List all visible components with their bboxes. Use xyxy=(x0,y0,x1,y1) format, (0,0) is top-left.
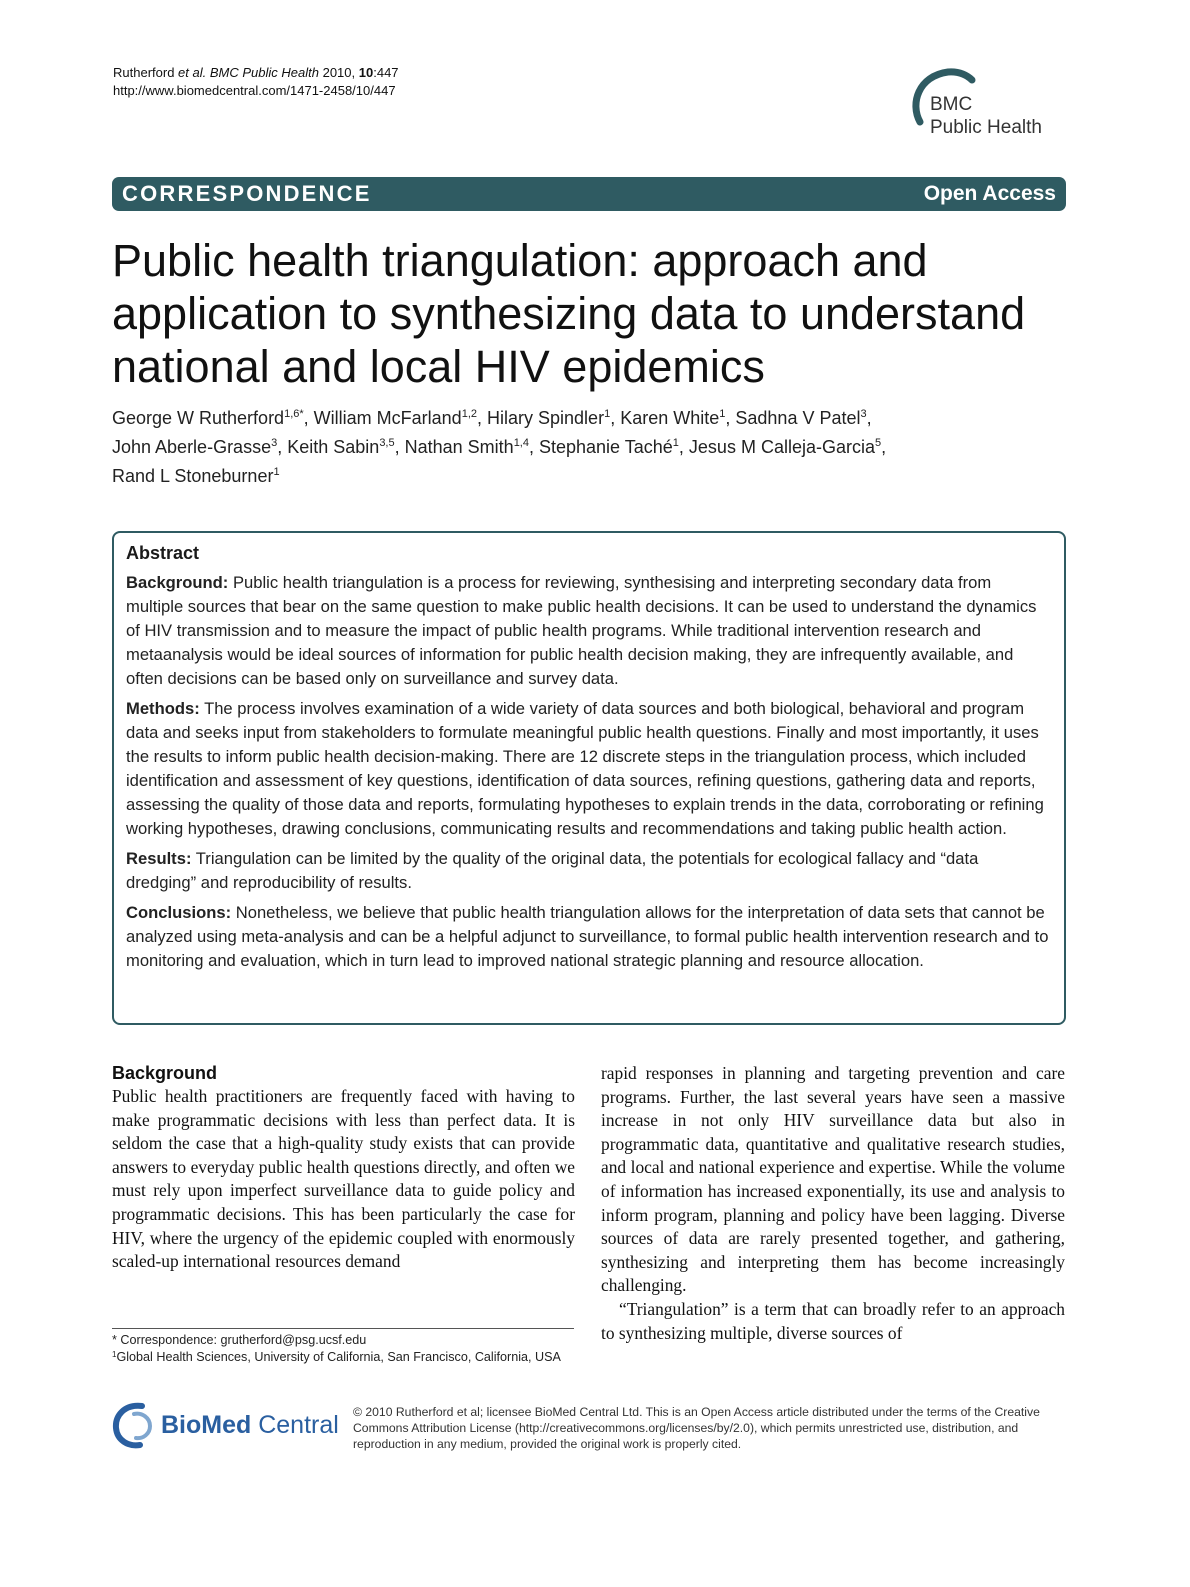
journal-logo-line1: BMC xyxy=(930,94,973,115)
author-name: William McFarland xyxy=(313,408,462,428)
publisher-name-rest: Central xyxy=(251,1411,339,1439)
author-name: Stephanie Taché xyxy=(539,437,673,457)
journal-logo-line2: Public Health xyxy=(930,117,1042,138)
body-left-column xyxy=(112,1061,575,1274)
body-paragraph: Public health practitioners are frequently faced with having to make programmatic decisions with less than perfect data. It is seldom the case that a high-quality study exists that can provide answers to everyday public health questions directly, and often we must rely upon imperfect surveillance data to guide policy and programmatic decisions. This has been particularly the case for HIV, where the urgency of the epidemic coupled with enormously scaled-up international resources demand xyxy=(112,1086,575,1272)
abstract-section-text: Triangulation can be limited by the quality of the original data, the potentials for ecological fallacy and “data dredging” and reproducibility of results. xyxy=(126,849,979,892)
abstract-section-label: Results: xyxy=(126,849,192,868)
footnotes xyxy=(112,1332,575,1366)
publisher-logo xyxy=(112,1400,342,1452)
abstract-heading: Abstract xyxy=(126,543,200,563)
author-affiliation: 1 xyxy=(719,408,726,420)
author-affiliation: 1 xyxy=(273,466,280,478)
author-affiliation: 1,4 xyxy=(513,437,529,449)
journal-logo xyxy=(908,68,1078,144)
body-paragraph: “Triangulation” is a term that can broadly refer to an approach to synthesizing multiple, diverse sources of xyxy=(601,1298,1065,1343)
footnote-divider xyxy=(112,1328,574,1329)
citation-journal: BMC Public Health xyxy=(209,65,319,80)
author-affiliation: 1 xyxy=(604,408,611,420)
affiliation-text: Global Health Sciences, University of California, San Francisco, California, USA xyxy=(116,1350,561,1364)
citation-volume: 10 xyxy=(358,65,374,80)
author-affiliation: 1,6* xyxy=(284,408,304,420)
citation-etal: et al. xyxy=(178,65,207,80)
author-affiliation: 5 xyxy=(874,437,882,449)
title-line: national and local HIV epidemics xyxy=(112,341,765,392)
title-line: Public health triangulation: approach and xyxy=(112,235,928,286)
citation-authors: Rutherford xyxy=(113,65,175,80)
author-name: Rand L Stoneburner xyxy=(112,466,274,486)
abstract-background xyxy=(126,571,1052,691)
correspondence-footnote: * Correspondence: grutherford@psg.ucsf.edu xyxy=(112,1333,367,1347)
publisher-name xyxy=(161,1410,339,1440)
title-line: application to synthesizing data to understand xyxy=(112,288,1026,339)
abstract-section-label: Background: xyxy=(126,573,229,592)
open-access-label: Open Access xyxy=(923,182,1056,205)
affiliation-mark: 1 xyxy=(112,1350,117,1359)
publisher-name-bold: BioMed xyxy=(161,1411,252,1439)
author-name: Keith Sabin xyxy=(287,437,380,457)
author-affiliation: 1,2 xyxy=(461,408,477,420)
abstract-results xyxy=(126,847,1052,895)
author-name: Jesus M Calleja-Garcia xyxy=(688,437,875,457)
article-type-banner xyxy=(112,177,1066,211)
abstract-section-label: Conclusions: xyxy=(126,903,232,922)
publisher-logo-mark-icon xyxy=(112,1400,158,1450)
article-category: CORRESPONDENCE xyxy=(122,181,372,206)
citation-page: :447 xyxy=(373,65,399,80)
body-right-column xyxy=(601,1062,1065,1345)
citation-year: 2010, xyxy=(322,65,356,80)
abstract-methods xyxy=(126,697,1052,841)
author-name: Hilary Spindler xyxy=(487,408,605,428)
author-name: Nathan Smith xyxy=(404,437,514,457)
author-affiliation: 3,5 xyxy=(379,437,395,449)
abstract-section-text: Nonetheless, we believe that public health triangulation allows for the interpretation of data sets that cannot be analyzed using meta-analysis and can be a helpful adjunct to surveillance, to formal public health intervention research and to monitoring and evaluation, which in turn lead to improved national strategic planning and resource allocation. xyxy=(126,903,1049,970)
citation-header xyxy=(113,64,399,100)
author-affiliation: 3 xyxy=(271,437,278,449)
article-title xyxy=(112,234,1072,393)
citation-url[interactable]: http://www.biomedcentral.com/1471-2458/10/447 xyxy=(113,83,396,98)
body-paragraph: rapid responses in planning and targeting prevention and care programs. Further, the last several years have seen a massive increase in not only HIV surveillance data but also in programmatic data, quantitative and qualitative research studies, and local and national experience and expertise. While the volume of information has increased exponentially, its use and analysis to inform program, planning and policy have been lagging. Diverse sources of data are rarely presented together, and gathering, synthesizing and interpreting them has become increasingly challenging. xyxy=(601,1063,1065,1296)
author-affiliation: 1 xyxy=(672,437,679,449)
abstract-section-text: The process involves examination of a wide variety of data sources and both biological, behavioral and program data and seeks input from stakeholders to formulate meaningful public health questions. Finally and most importantly, it uses the results to inform public health decision-making. There are 12 discrete steps in the triangulation process, which included identification and assessment of key questions, identification of data sources, refining questions, gathering data and reports, assessing the quality of those data and reports, formulating hypotheses to explain trends in the data, corroborating or refining working hypotheses, drawing conclusions, communicating results and recommendations and taking public health action. xyxy=(126,699,1044,838)
author-name: George W Rutherford xyxy=(112,408,285,428)
author-name: John Aberle-Grasse xyxy=(112,437,272,457)
author-name: Sadhna V Patel xyxy=(735,408,861,428)
author-list: George W Rutherford$^{1,6*}$, William McFarland$^{1,2}$, Hilary Spindler$^1$, Karen White$^1$, Sadhna V Patel$^3$, John Aberle-Grasse$^3$, Keith Sabin$^{3,5}$, Nathan Smith$^{1,4}$, Stephanie Taché$^1$, Jesus M Calleja-Garcia$^5$, Rand L Stoneburner$^1$ xyxy=(112,408,887,486)
abstract-box xyxy=(112,531,1066,1025)
abstract-conclusions xyxy=(126,901,1052,973)
section-heading-background: Background xyxy=(112,1063,218,1083)
abstract-section-text: Public health triangulation is a process for reviewing, synthesising and interpreting secondary data from multiple sources that bear on the same question to make public health decisions. It can be used to understand the dynamics of HIV transmission and to measure the impact of public health programs. While traditional intervention research and metaanalysis would be ideal sources of information for public health decision making, they are infrequently available, and often decisions can be based only on surveillance and survey data. xyxy=(126,573,1037,688)
abstract-section-label: Methods: xyxy=(126,699,200,718)
author-affiliation: 3 xyxy=(860,408,867,420)
license-text: © 2010 Rutherford et al; licensee BioMed Central Ltd. This is an Open Access article distributed under the terms of the Creative Commons Attribution License (http://creativecommons.org/licenses/by/2.0), which permits unrestricted use, distribution, and reproduction in any medium, provided the original work is properly cited. xyxy=(353,1405,1040,1451)
affiliation-footnote xyxy=(112,1349,575,1366)
author-name: Karen White xyxy=(620,408,720,428)
